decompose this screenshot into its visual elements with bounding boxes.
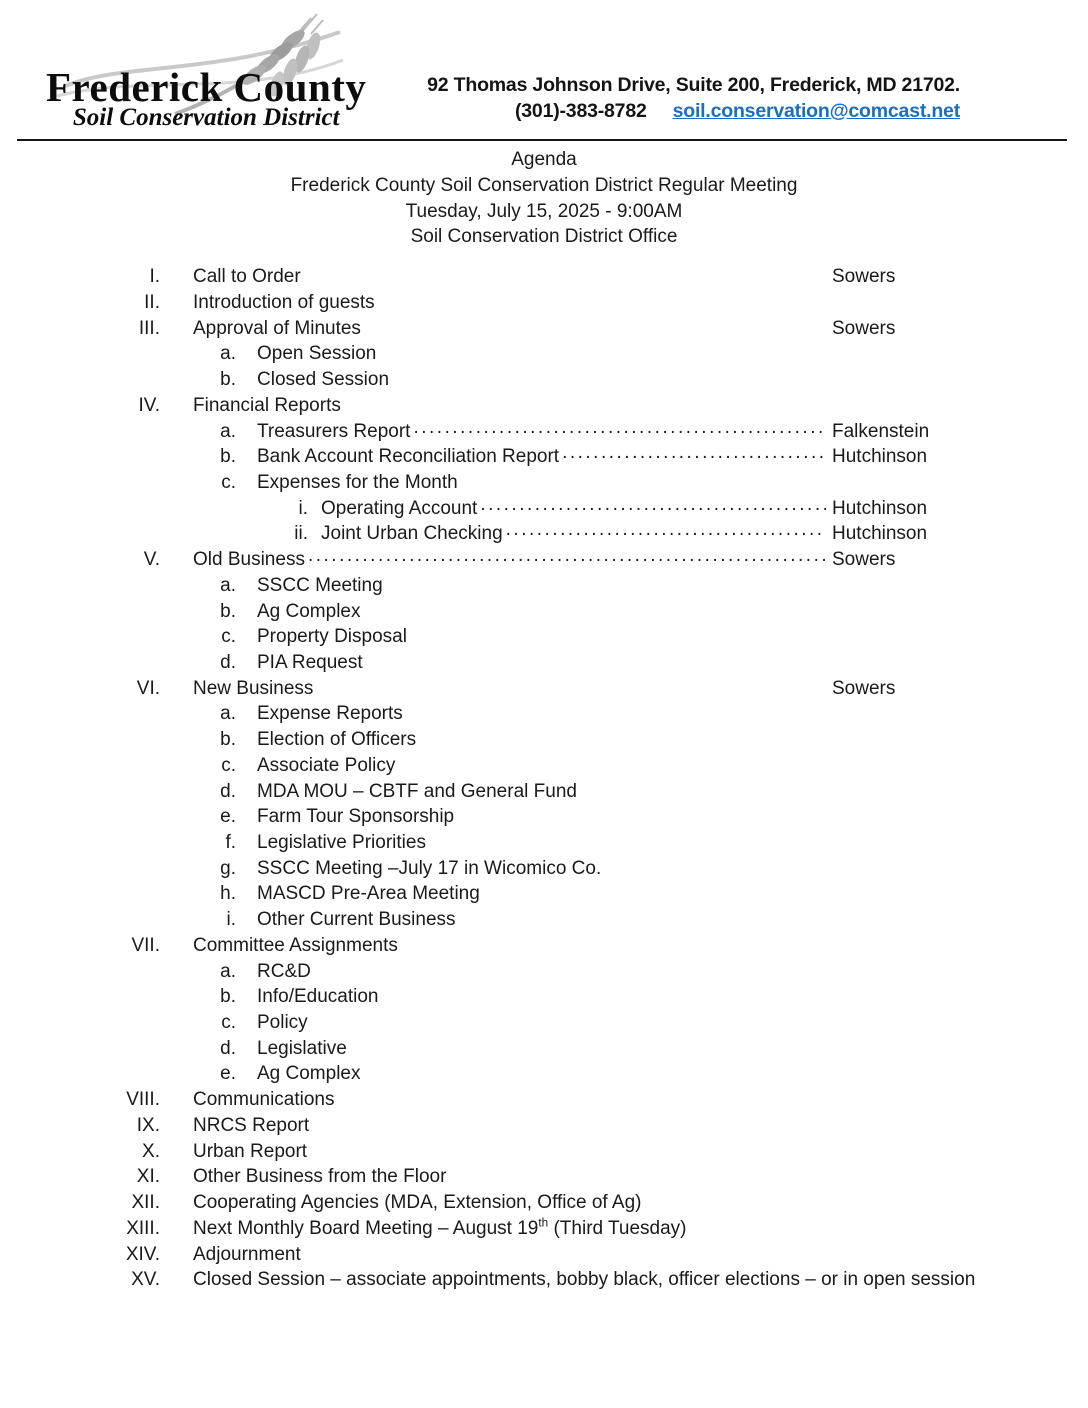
item-numeral: VI. [136,677,160,699]
item-label: SSCC Meeting –July 17 in Wicomico Co. [257,857,602,879]
spacer [311,1010,1036,1036]
item-label: Committee Assignments [193,934,398,956]
item-label: Closed Session – associate appointments, bobby black, officer elections – or in open session [193,1269,976,1291]
item-label: Bank Account Reconciliation Report [257,446,560,468]
item-label: Closed Session [257,369,390,391]
item-label: Other Business from the Floor [193,1166,447,1188]
agenda-item [0,1061,1088,1087]
spacer [304,1242,1036,1268]
item-label: Open Session [257,343,377,365]
item-label: Ag Complex [257,600,361,622]
item-numeral: c. [221,754,236,776]
item-numeral: i. [298,497,308,519]
agenda-item [0,316,1088,342]
spacer [364,1061,1037,1087]
agenda-item [0,367,1088,393]
agenda-item [0,676,1088,702]
item-numeral: II. [144,291,160,313]
item-label: MDA MOU – CBTF and General Fund [257,780,577,802]
dot-leader [413,419,826,445]
item-numeral: i. [226,909,236,931]
item-label: NRCS Report [193,1114,310,1136]
item-numeral: g. [220,857,236,879]
item-numeral: XI. [136,1166,160,1188]
agenda-item [0,1139,1088,1165]
item-numeral: b. [220,986,236,1008]
spacer [690,1216,1036,1242]
item-label: Other Current Business [257,909,456,931]
item-label: Legislative Priorities [257,832,426,853]
agenda-item [0,779,1088,805]
item-label: Financial Reports [193,394,341,416]
spacer [381,984,1036,1010]
agenda-item [0,650,1088,676]
agenda-item [0,599,1088,625]
item-label: Associate Policy [257,754,396,776]
item-numeral: c. [221,1012,236,1034]
spacer [338,1087,1037,1113]
agenda-item [0,1010,1088,1036]
spacer [419,727,1036,753]
item-label: MASCD Pre-Area Meeting [257,883,480,905]
spacer [645,1190,1037,1216]
spacer [978,1267,1036,1293]
spacer [379,341,1036,367]
logo-title: Frederick County [46,64,367,110]
item-numeral: e. [220,1063,236,1085]
item-label: Joint Urban Checking [321,523,503,545]
spacer [314,959,1036,985]
agenda-item [0,393,1088,419]
spacer [378,290,1036,316]
agenda-item [0,1242,1088,1268]
spacer [401,933,1036,959]
spacer [364,316,826,342]
dot-leader [308,547,826,573]
agenda-item [0,341,1088,367]
item-numeral: e. [220,806,236,828]
agenda-item [0,701,1088,727]
item-presenter: Hutchinson [832,446,928,468]
item-label: Property Disposal [257,626,407,648]
item-numeral: h. [220,883,236,905]
spacer [310,1139,1036,1165]
spacer [457,804,1036,830]
dot-leader [562,444,826,470]
item-label: Policy [257,1012,308,1034]
item-label: SSCC Meeting [257,574,383,596]
item-label: Call to Order [193,266,301,288]
agenda-item [0,907,1088,933]
item-numeral: III. [138,317,160,339]
spacer [483,881,1036,907]
item-presenter: Falkenstein [832,420,930,442]
agenda-item [0,573,1088,599]
agenda-item [0,1164,1088,1190]
meeting-location: Soil Conservation District Office [410,226,678,248]
item-label: PIA Request [257,651,363,673]
header-divider [17,139,1067,141]
item-presenter: Hutchinson [832,497,928,519]
meeting-name: Frederick County Soil Conservation District Regular Meeting [290,174,798,196]
item-numeral: ii. [294,523,308,545]
letterhead [0,0,1088,139]
agenda-list [0,264,1088,1293]
item-numeral: d. [220,651,236,673]
item-numeral: XV. [131,1269,160,1291]
spacer [386,573,1036,599]
agenda-item [0,1190,1088,1216]
agenda-item [0,1113,1088,1139]
item-numeral: IX. [136,1114,160,1136]
agenda-item [0,470,1088,496]
spacer [459,907,1036,933]
item-numeral: XII. [131,1192,160,1214]
item-numeral: V. [143,549,160,571]
contact-block [427,72,960,124]
spacer [449,1164,1036,1190]
agenda-item [0,1216,1088,1242]
agenda-item [0,1036,1088,1062]
phone-number: (301)-383-8782 [514,100,647,122]
spacer [366,650,1036,676]
item-numeral: a. [220,703,236,725]
spacer [392,367,1036,393]
item-numeral: VII. [131,934,160,956]
agenda-item [0,984,1088,1010]
dot-leader [506,521,826,547]
agenda-item [0,959,1088,985]
agenda-item [0,496,1088,522]
agenda-item [0,547,1088,573]
item-label: Introduction of guests [193,291,375,313]
item-numeral: b. [220,729,236,751]
spacer [350,1036,1036,1062]
agenda-item [0,856,1088,882]
agenda-item [0,804,1088,830]
agenda-item [0,881,1088,907]
item-numeral: c. [221,626,236,648]
agenda-item [0,444,1088,470]
item-numeral: XIII. [126,1217,160,1239]
item-label: Adjournment [193,1243,301,1265]
spacer [461,470,1036,496]
item-numeral: b. [220,369,236,391]
item-label: Treasurers Report [257,420,411,442]
item-label: RC&D [257,960,311,982]
spacer [304,264,826,290]
email-link[interactable]: soil.conservation@comcast.net [672,100,960,122]
item-numeral: a. [220,420,236,442]
district-logo [46,66,366,130]
item-label: Approval of Minutes [193,317,361,339]
item-label: Expense Reports [257,703,403,725]
agenda-item [0,1267,1088,1293]
item-numeral: X. [142,1140,160,1162]
item-numeral: b. [220,600,236,622]
spacer [580,779,1036,805]
item-label: Farm Tour Sponsorship [257,806,455,828]
spacer [312,1113,1036,1139]
item-numeral: XIV. [125,1243,160,1265]
item-numeral: d. [220,780,236,802]
item-label: Election of Officers [257,729,417,751]
item-numeral: c. [221,471,236,493]
item-numeral: VIII. [126,1089,160,1111]
spacer [398,753,1036,779]
item-numeral: a. [220,574,236,596]
spacer [429,830,1036,856]
dot-leader [480,496,826,522]
title-block [0,147,1088,250]
street-address: 92 Thomas Johnson Drive, Suite 200, Frederick, MD 21702. [427,74,960,96]
agenda-item [0,521,1088,547]
item-numeral: a. [220,343,236,365]
spacer [604,856,1036,882]
doc-title: Agenda [511,149,577,170]
spacer [344,393,1036,419]
item-numeral: b. [220,446,236,468]
agenda-item [0,933,1088,959]
item-label: Communications [193,1089,335,1111]
item-presenter: Hutchinson [832,523,928,545]
meeting-datetime: Tuesday, July 15, 2025 - 9:00AM [405,200,683,222]
spacer [364,599,1037,625]
agenda-item [0,419,1088,445]
logo-subtitle: Soil Conservation District [72,104,340,131]
agenda-item [0,1087,1088,1113]
agenda-item [0,830,1088,856]
item-label: Old Business [193,549,305,571]
item-label: Urban Report [193,1140,308,1162]
item-label: New Business [193,677,314,699]
item-presenter: Sowers [832,317,896,339]
item-numeral: I. [149,266,160,288]
item-numeral: IV. [138,394,160,416]
spacer [410,624,1036,650]
agenda-item [0,753,1088,779]
agenda-item [0,264,1088,290]
item-numeral: f. [225,832,236,853]
item-numeral: d. [220,1037,236,1059]
item-label: Ag Complex [257,1063,361,1085]
agenda-item [0,290,1088,316]
spacer [406,701,1036,727]
item-presenter: Sowers [832,549,896,571]
item-label: Next Monthly Board Meeting – August 19th (Third Tuesday) [193,1216,687,1239]
agenda-item [0,727,1088,753]
item-presenter: Sowers [832,266,896,288]
item-label: Operating Account [321,497,478,519]
item-label: Info/Education [257,986,379,1008]
spacer [316,676,826,702]
agenda-item [0,624,1088,650]
item-label: Expenses for the Month [257,471,458,493]
item-presenter: Sowers [832,677,896,699]
item-numeral: a. [220,960,236,982]
item-label: Cooperating Agencies (MDA, Extension, Office of Ag) [193,1192,642,1214]
item-label: Legislative [257,1037,347,1059]
